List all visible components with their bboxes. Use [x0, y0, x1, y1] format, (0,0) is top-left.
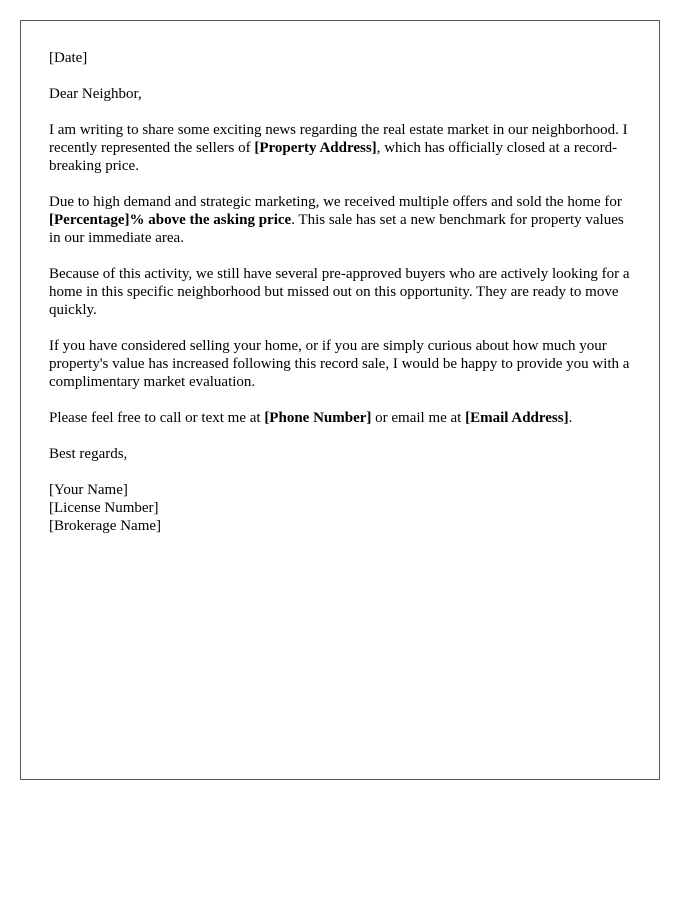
letter-date: [Date]	[49, 50, 88, 66]
property-address-placeholder: [Property Address]	[254, 140, 377, 156]
paragraph-sale-text-c: . This sale has set a new benchmark for property values in our immediate area.	[49, 212, 624, 246]
paragraph-intro-text-a: I am writing to share some exciting news regarding the real estate market in our neighborhood. I recently represented the sellers of	[49, 122, 628, 156]
signature-brokerage: [Brokerage Name]	[49, 518, 162, 534]
paragraph-contact-text-e: .	[568, 410, 573, 426]
paragraph-contact-text-c: or email me at	[371, 410, 466, 426]
paragraph-contact	[49, 409, 631, 427]
letter-body	[20, 20, 660, 780]
salutation: Dear Neighbor,	[49, 86, 142, 102]
paragraph-contact-text-a: Please feel free to call or text me at	[49, 410, 265, 426]
signature-license: [License Number]	[49, 500, 159, 516]
email-address-placeholder: [Email Address]	[465, 410, 569, 426]
phone-number-placeholder: [Phone Number]	[264, 410, 372, 426]
signature-block	[49, 481, 631, 535]
paragraph-evaluation: If you have considered selling your home, or if you are simply curious about how much your property's value has increased following this record sale, I would be happy to provide you with a complimentary market evaluation.	[49, 338, 630, 390]
paragraph-sale-text-a: Due to high demand and strategic marketing, we received multiple offers and sold the home for	[49, 194, 622, 210]
paragraph-buyers: Because of this activity, we still have several pre-approved buyers who are actively looking for a home in this specific neighborhood but missed out on this opportunity. They are ready to move quickly.	[49, 266, 630, 318]
paragraph-intro-text-c: , which has officially closed at a record-breaking price.	[49, 140, 618, 174]
paragraph-intro	[49, 121, 631, 175]
closing: Best regards,	[49, 446, 128, 462]
paragraph-sale	[49, 193, 631, 247]
signature-name: [Your Name]	[49, 482, 128, 498]
percentage-placeholder: [Percentage]% above the asking price	[49, 212, 292, 228]
